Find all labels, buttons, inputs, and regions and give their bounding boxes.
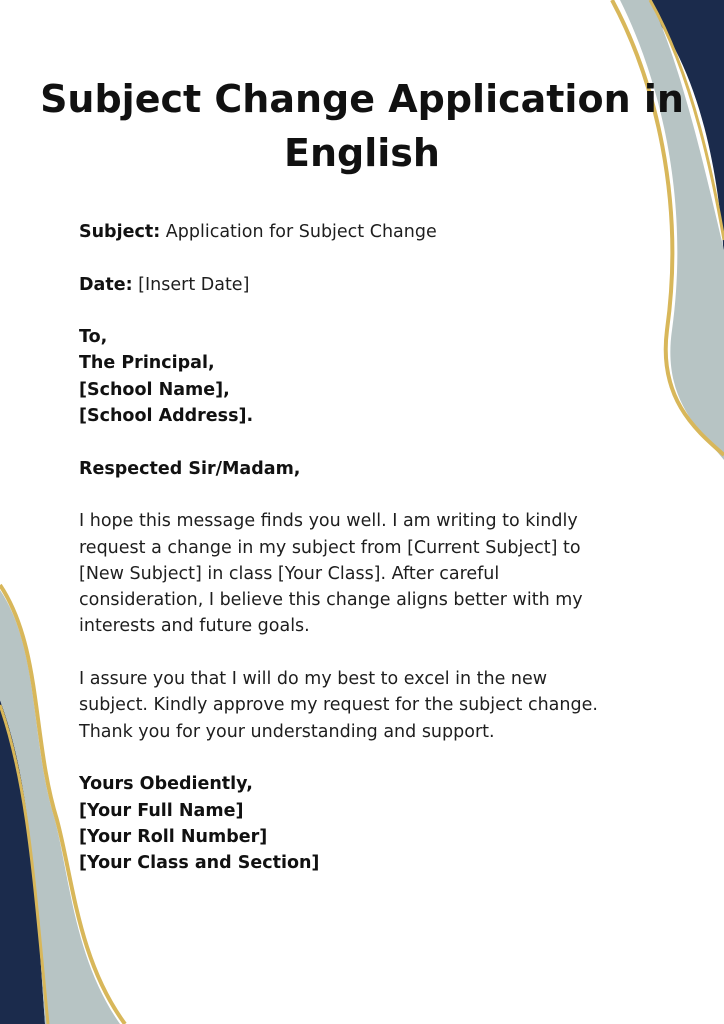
paragraph-line: I hope this message finds you well. I am writing to kindly [79,511,578,532]
subject-label: Subject: [79,222,161,242]
paragraph-line: Thank you for your understanding and support. [79,721,495,742]
subject-value: Application for Subject Change [165,222,437,242]
date-label: Date: [79,274,133,295]
paragraph-1 [79,508,679,639]
paragraph-line: subject. Kindly approve my request for the subject change. [79,695,598,716]
recipient-line: The Principal, [79,353,215,374]
paragraph-line: I assure you that I will do my best to excel in the new [79,669,548,690]
paragraph-line: [New Subject] in class [Your Class]. After careful [79,563,500,584]
closing-block [79,771,679,876]
paragraph-line: request a change in my subject from [Current Subject] to [79,537,581,558]
paragraph-line: consideration, I believe this change aligns better with my [79,590,583,611]
date-line [79,272,679,298]
closing-line: [Your Roll Number] [79,826,268,847]
closing-line: Yours Obediently, [79,774,253,795]
subject-line [79,219,679,245]
closing-line: [Your Full Name] [79,800,244,821]
title-line-2: English [284,131,440,175]
recipient-line: [School Address]. [79,406,254,427]
page-title [0,72,724,180]
title-line-1: Subject Change Application in [40,77,684,121]
date-value: [Insert Date] [138,274,250,295]
letter-body [79,219,679,903]
paragraph-line: interests and future goals. [79,616,310,637]
recipient-line: [School Name], [79,379,230,400]
paragraph-2 [79,666,679,745]
closing-line: [Your Class and Section] [79,853,320,874]
recipient-block [79,324,679,429]
salutation: Respected Sir/Madam, [79,458,301,479]
recipient-line: To, [79,327,108,348]
